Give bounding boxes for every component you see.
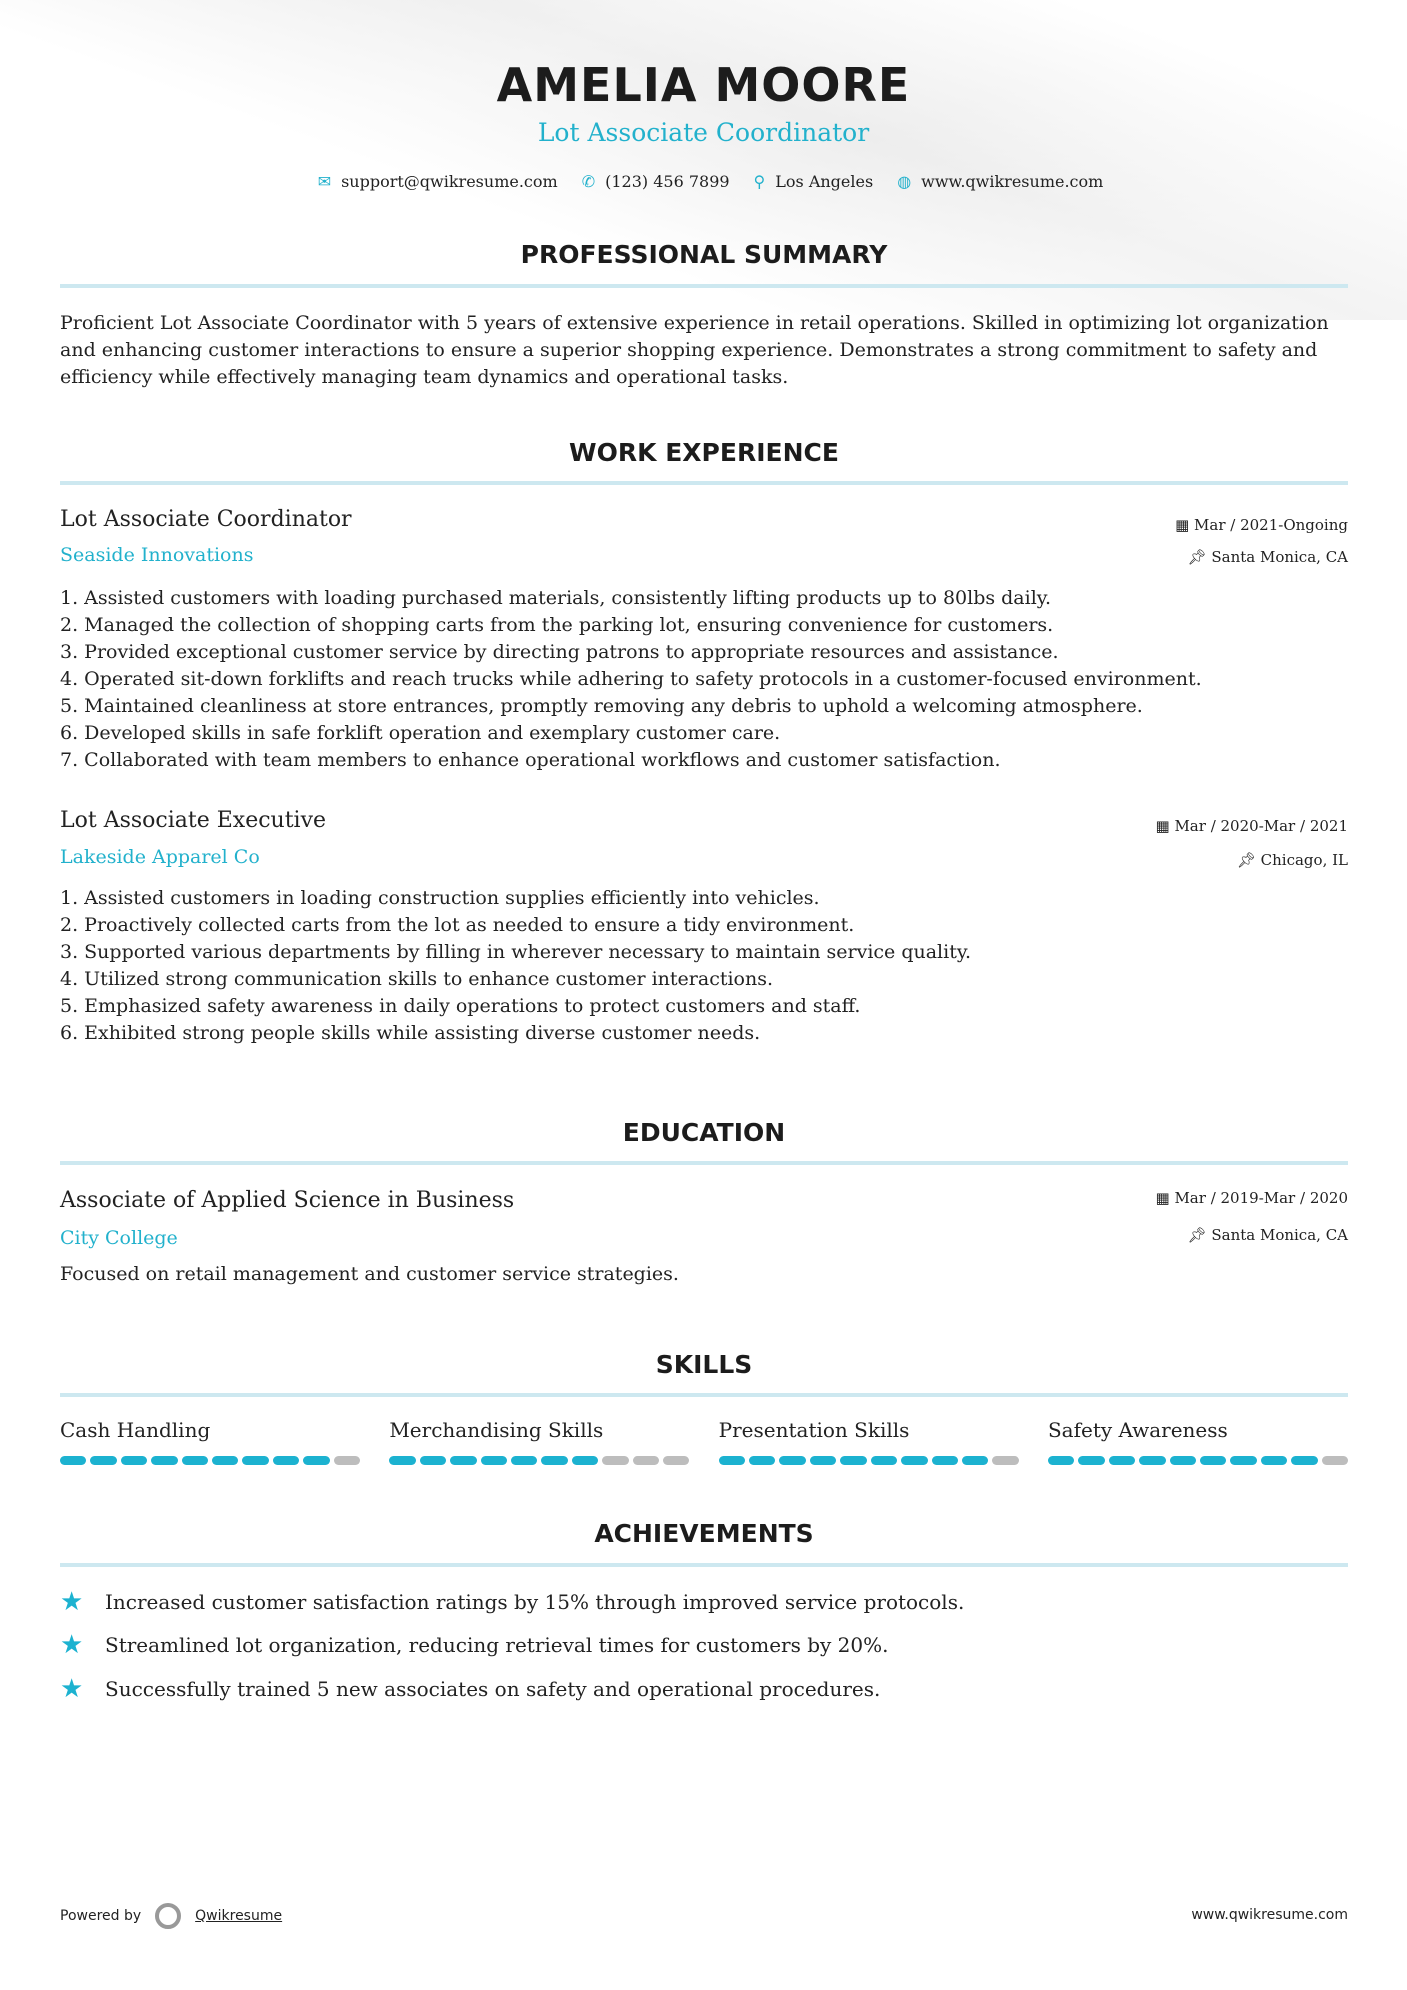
skill-segment-filled [481, 1456, 507, 1465]
skill-segment-filled [90, 1456, 116, 1465]
list-item: 5. Maintained cleanliness at store entrances, promptly removing any debris to uphold a welcoming atmosphere. [60, 695, 1143, 717]
job-title: Lot Associate Executive [60, 808, 327, 833]
list-item: 7. Collaborated with team members to enhance operational workflows and customer satisfaction. [60, 749, 1001, 771]
skill-segment-filled [389, 1456, 415, 1465]
skill-rating-bar [1048, 1456, 1348, 1465]
education-date: ▦ Mar / 2019-Mar / 2020 [1155, 1189, 1348, 1207]
divider [60, 284, 1348, 288]
contact-phone: (123) 456 7899 [605, 172, 730, 191]
job-location: 📌︎ Santa Monica, CA [1187, 548, 1348, 566]
school: City College [60, 1227, 178, 1249]
skill-segment-empty [633, 1456, 659, 1465]
contact-bar [0, 172, 1407, 191]
skill-segment-filled [1261, 1456, 1287, 1465]
section-heading-skills: SKILLS [655, 1350, 753, 1379]
skill-segment-filled [1170, 1456, 1196, 1465]
skill-item: Safety Awareness [1048, 1418, 1348, 1465]
skill-segment-filled [511, 1456, 537, 1465]
job-date: ▦ Mar / 2020-Mar / 2021 [1155, 817, 1348, 835]
qwikresume-link[interactable]: Qwikresume [195, 1908, 283, 1924]
skill-segment-empty [602, 1456, 628, 1465]
globe-icon: ◍ [897, 172, 912, 191]
divider [60, 1161, 1348, 1165]
mail-icon: ✉ [317, 172, 332, 191]
list-item: 4. Utilized strong communication skills to enhance customer interactions. [60, 968, 774, 990]
list-item: 1. Assisted customers in loading construction supplies efficiently into vehicles. [60, 887, 820, 909]
list-item: 3. Provided exceptional customer service by directing patrons to appropriate resources and assistance. [60, 641, 1059, 663]
education-location: 📌︎ Santa Monica, CA [1187, 1226, 1348, 1244]
list-item: 6. Developed skills in safe forklift operation and exemplary customer care. [60, 722, 781, 744]
footer-powered: Powered by Qwikresume [60, 1903, 282, 1929]
skill-segment-filled [779, 1456, 805, 1465]
skill-segment-filled [420, 1456, 446, 1465]
list-item: 4. Operated sit-down forklifts and reach trucks while adhering to safety protocols in a customer-focused environment. [60, 668, 1202, 690]
list-item: 1. Assisted customers with loading purchased materials, consistently lifting products up to 80lbs daily. [60, 587, 1052, 609]
divider [60, 481, 1348, 485]
star-icon: ★ [60, 1630, 84, 1660]
list-item: 2. Managed the collection of shopping carts from the parking lot, ensuring convenience for customers. [60, 614, 1054, 636]
divider [60, 1393, 1348, 1397]
contact-email[interactable]: support@qwikresume.com [341, 172, 558, 191]
skill-segment-empty [992, 1456, 1018, 1465]
skill-item: Presentation Skills [719, 1418, 1019, 1465]
skill-segment-filled [810, 1456, 836, 1465]
skill-segment-filled [932, 1456, 958, 1465]
job-date: ▦ Mar / 2021-Ongoing [1175, 516, 1348, 534]
skill-segment-filled [212, 1456, 238, 1465]
achievement-item: ★ Increased customer satisfaction ratings by 15% through improved service protocols. [60, 1587, 965, 1617]
skill-segment-filled [541, 1456, 567, 1465]
skill-segment-filled [121, 1456, 147, 1465]
candidate-name: AMELIA MOORE [496, 58, 911, 112]
skill-segment-empty [1322, 1456, 1348, 1465]
pin-icon: 📌︎ [1236, 851, 1261, 869]
divider [60, 1563, 1348, 1567]
header-background-overlay [0, 0, 1407, 320]
calendar-icon: ▦ [1155, 817, 1175, 835]
skill-segment-filled [1048, 1456, 1074, 1465]
job-company: Seaside Innovations [60, 544, 254, 566]
footer-website[interactable]: www.qwikresume.com [1191, 1907, 1348, 1923]
section-heading-education: EDUCATION [622, 1118, 786, 1147]
skill-segment-filled [1291, 1456, 1317, 1465]
contact-location: Los Angeles [775, 172, 874, 191]
skill-segment-filled [273, 1456, 299, 1465]
pin-icon: 📌︎ [1187, 548, 1212, 566]
skill-segment-filled [871, 1456, 897, 1465]
contact-website[interactable]: www.qwikresume.com [921, 172, 1104, 191]
qwikresume-logo-icon [155, 1903, 181, 1929]
job-bullets [60, 885, 971, 1047]
skill-rating-bar [60, 1456, 360, 1465]
degree: Associate of Applied Science in Business [60, 1188, 515, 1213]
education-description: Focused on retail management and customer service strategies. [60, 1263, 679, 1285]
skill-segment-filled [962, 1456, 988, 1465]
skill-segment-filled [1230, 1456, 1256, 1465]
job-company: Lakeside Apparel Co [60, 846, 260, 868]
section-heading-achievements: ACHIEVEMENTS [594, 1519, 814, 1548]
skill-segment-empty [663, 1456, 689, 1465]
calendar-icon: ▦ [1175, 516, 1195, 534]
skill-segment-filled [719, 1456, 745, 1465]
skill-segment-filled [242, 1456, 268, 1465]
achievement-item: ★ Streamlined lot organization, reducing retrieval times for customers by 20%. [60, 1630, 889, 1660]
pin-icon: 📌︎ [1187, 1226, 1212, 1244]
skill-segment-filled [1139, 1456, 1165, 1465]
skill-rating-bar [719, 1456, 1019, 1465]
job-title: Lot Associate Coordinator [60, 507, 352, 532]
list-item: 2. Proactively collected carts from the lot as needed to ensure a tidy environment. [60, 914, 855, 936]
skills-grid [60, 1418, 1348, 1465]
skill-rating-bar [389, 1456, 689, 1465]
skill-segment-filled [450, 1456, 476, 1465]
calendar-icon: ▦ [1155, 1189, 1175, 1207]
candidate-title: Lot Associate Coordinator [537, 118, 870, 147]
section-heading-summary: PROFESSIONAL SUMMARY [520, 240, 888, 269]
location-icon: ⚲ [753, 172, 766, 191]
star-icon: ★ [60, 1674, 84, 1704]
skill-segment-filled [840, 1456, 866, 1465]
skill-segment-filled [151, 1456, 177, 1465]
skill-segment-filled [182, 1456, 208, 1465]
summary-text: Proficient Lot Associate Coordinator with 5 years of extensive experience in retail operations. Skilled in optimizing lot organization and enhancing customer interactions to ensure a superior shopping experience. Demonstrates a strong commitment to safety and efficiency while effectively managing team dynamics and operational tasks. [60, 312, 1329, 388]
list-item: 6. Exhibited strong people skills while assisting diverse customer needs. [60, 1022, 761, 1044]
skill-segment-filled [572, 1456, 598, 1465]
skill-segment-filled [1078, 1456, 1104, 1465]
list-item: 3. Supported various departments by filling in wherever necessary to maintain service quality. [60, 941, 972, 963]
list-item: 5. Emphasized safety awareness in daily operations to protect customers and staff. [60, 995, 861, 1017]
job-bullets [60, 585, 1202, 774]
skill-segment-empty [334, 1456, 360, 1465]
job-location: 📌︎ Chicago, IL [1236, 851, 1348, 869]
skill-item: Cash Handling [60, 1418, 360, 1465]
skill-segment-filled [1109, 1456, 1135, 1465]
achievement-item: ★ Successfully trained 5 new associates on safety and operational procedures. [60, 1674, 881, 1704]
section-heading-experience: WORK EXPERIENCE [569, 438, 839, 467]
skill-segment-filled [1200, 1456, 1226, 1465]
phone-icon: ✆ [581, 172, 596, 191]
skill-segment-filled [901, 1456, 927, 1465]
star-icon: ★ [60, 1587, 84, 1617]
skill-segment-filled [303, 1456, 329, 1465]
skill-segment-filled [60, 1456, 86, 1465]
skill-segment-filled [749, 1456, 775, 1465]
skill-item: Merchandising Skills [389, 1418, 689, 1465]
